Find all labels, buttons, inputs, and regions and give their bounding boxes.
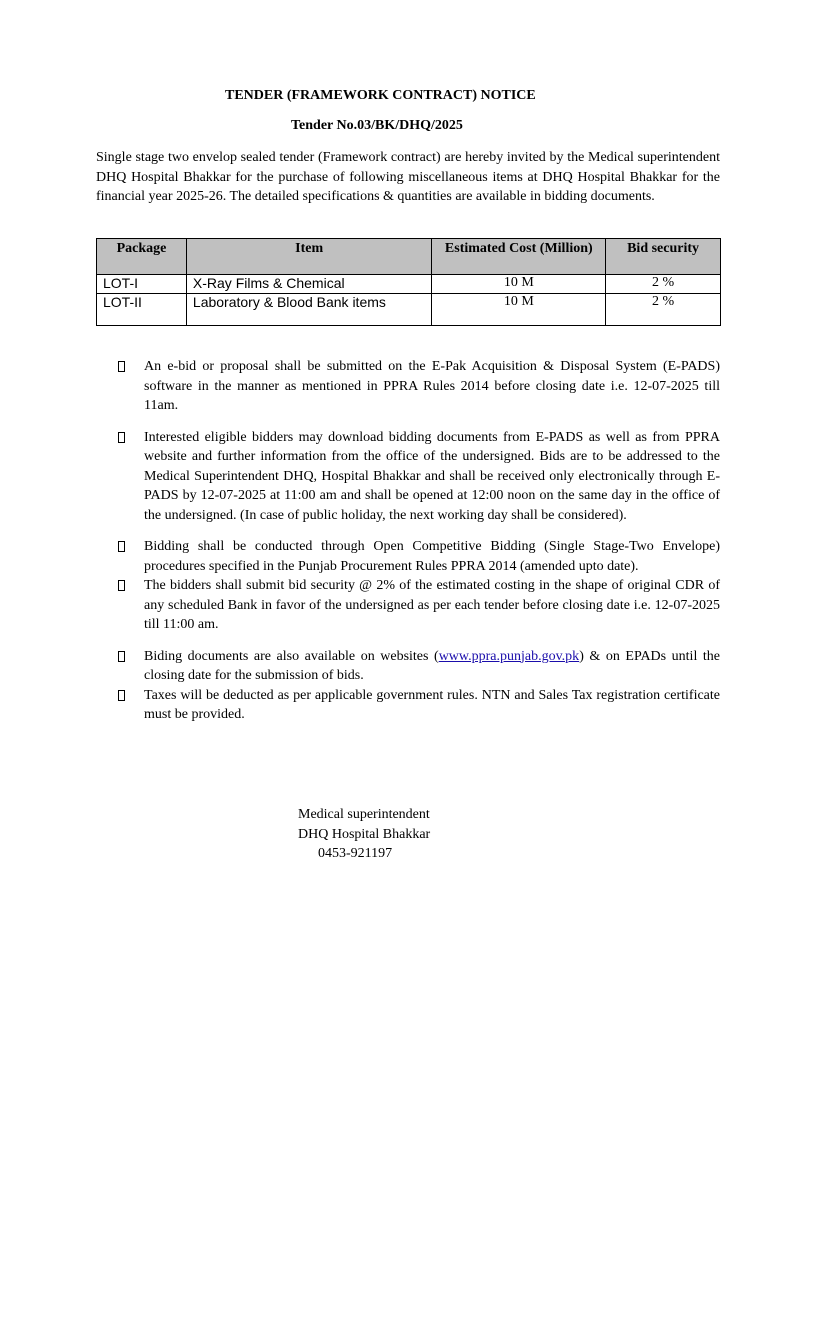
cell-cost: 10 M [432,294,606,326]
lots-table [96,238,721,326]
list-item-text: Interested eligible bidders may download bidding documents from E-PADS as well as from PPRA website and further information from the office of the undersigned. Bids are to be addressed to the Medical Superintendent DHQ, Hospital Bhakkar and shall be received only electronically through E-PADS by 12-07-2025 at 11:00 am and shall be opened at 12:00 noon on the same day in the office of the undersigned. (In case of public holiday, the next working day shall be considered). [144,429,720,523]
list-item [118,537,720,576]
header-package: Package [97,239,187,275]
list-item [118,357,720,416]
signatory-title: Medical superintendent [298,807,430,822]
missing-glyph-box-icon [118,580,125,591]
table-row [97,275,721,294]
ppra-website-link[interactable]: www.ppra.punjab.gov.pk [438,648,580,664]
signature-block [298,805,430,864]
list-item-text: Bidding shall be conducted through Open Competitive Bidding (Single Stage-Two Envelope) procedures specified in the Punjab Procurement Rules PPRA 2014 (amended upto date). [144,539,720,574]
cell-item: X-Ray Films & Chemical [186,275,432,294]
text-segment: Biding documents are also available on websites ( [144,648,439,664]
missing-glyph-box-icon [118,432,125,443]
list-item-text: Taxes will be deducted as per applicable government rules. NTN and Sales Tax registration certificate must be provided. [144,687,720,722]
cell-cost: 10 M [432,275,606,294]
cell-security: 2 % [606,275,721,294]
conditions-list [118,357,720,725]
list-item-text: An e-bid or proposal shall be submitted on the E-Pak Acquisition & Disposal System (E-PADS) software in the manner as mentioned in PPRA Rules 2014 before closing date i.e. 12-07-2025 till 11am. [144,359,720,413]
notice-title: TENDER (FRAMEWORK CONTRACT) NOTICE [225,88,536,103]
cell-security: 2 % [606,294,721,326]
list-item [118,576,720,635]
cell-item: Laboratory & Blood Bank items [186,294,432,326]
table-row [97,294,721,326]
cell-package: LOT-II [97,294,187,326]
list-item-text: The bidders shall submit bid security @ 2% of the estimated costing in the shape of original CDR of any scheduled Bank in favor of the undersigned as per each tender before closing date i.e. 12-07-2025 till 11:00 am. [144,578,720,632]
signatory-office: DHQ Hospital Bhakkar [298,826,431,842]
text-segment: ) & on EPADs until the closing date for the submission of bids. [144,648,720,683]
list-item [118,647,720,686]
header-item: Item [186,239,432,275]
missing-glyph-box-icon [118,361,125,372]
header-bid-security: Bid security [606,239,721,275]
list-item [118,686,720,725]
missing-glyph-box-icon [118,690,125,701]
missing-glyph-box-icon [118,651,125,662]
list-item [118,428,720,526]
signatory-phone: 0453-921197 [318,846,393,861]
list-item-text [144,649,720,684]
cell-package: LOT-I [97,275,187,294]
intro-paragraph: Single stage two envelop sealed tender (Framework contract) are hereby invited by the Medical superintendent DHQ Hospital Bhakkar for the purchase of following miscellaneous items at DHQ Hospital Bhakkar for the financial year 2025-26. The detailed specifications & quantities are available in bidding documents. [96,150,720,204]
missing-glyph-box-icon [118,541,125,552]
table-header-row [97,239,721,275]
tender-number: Tender No.03/BK/DHQ/2025 [291,118,463,133]
header-estimated-cost: Estimated Cost (Million) [432,239,606,275]
